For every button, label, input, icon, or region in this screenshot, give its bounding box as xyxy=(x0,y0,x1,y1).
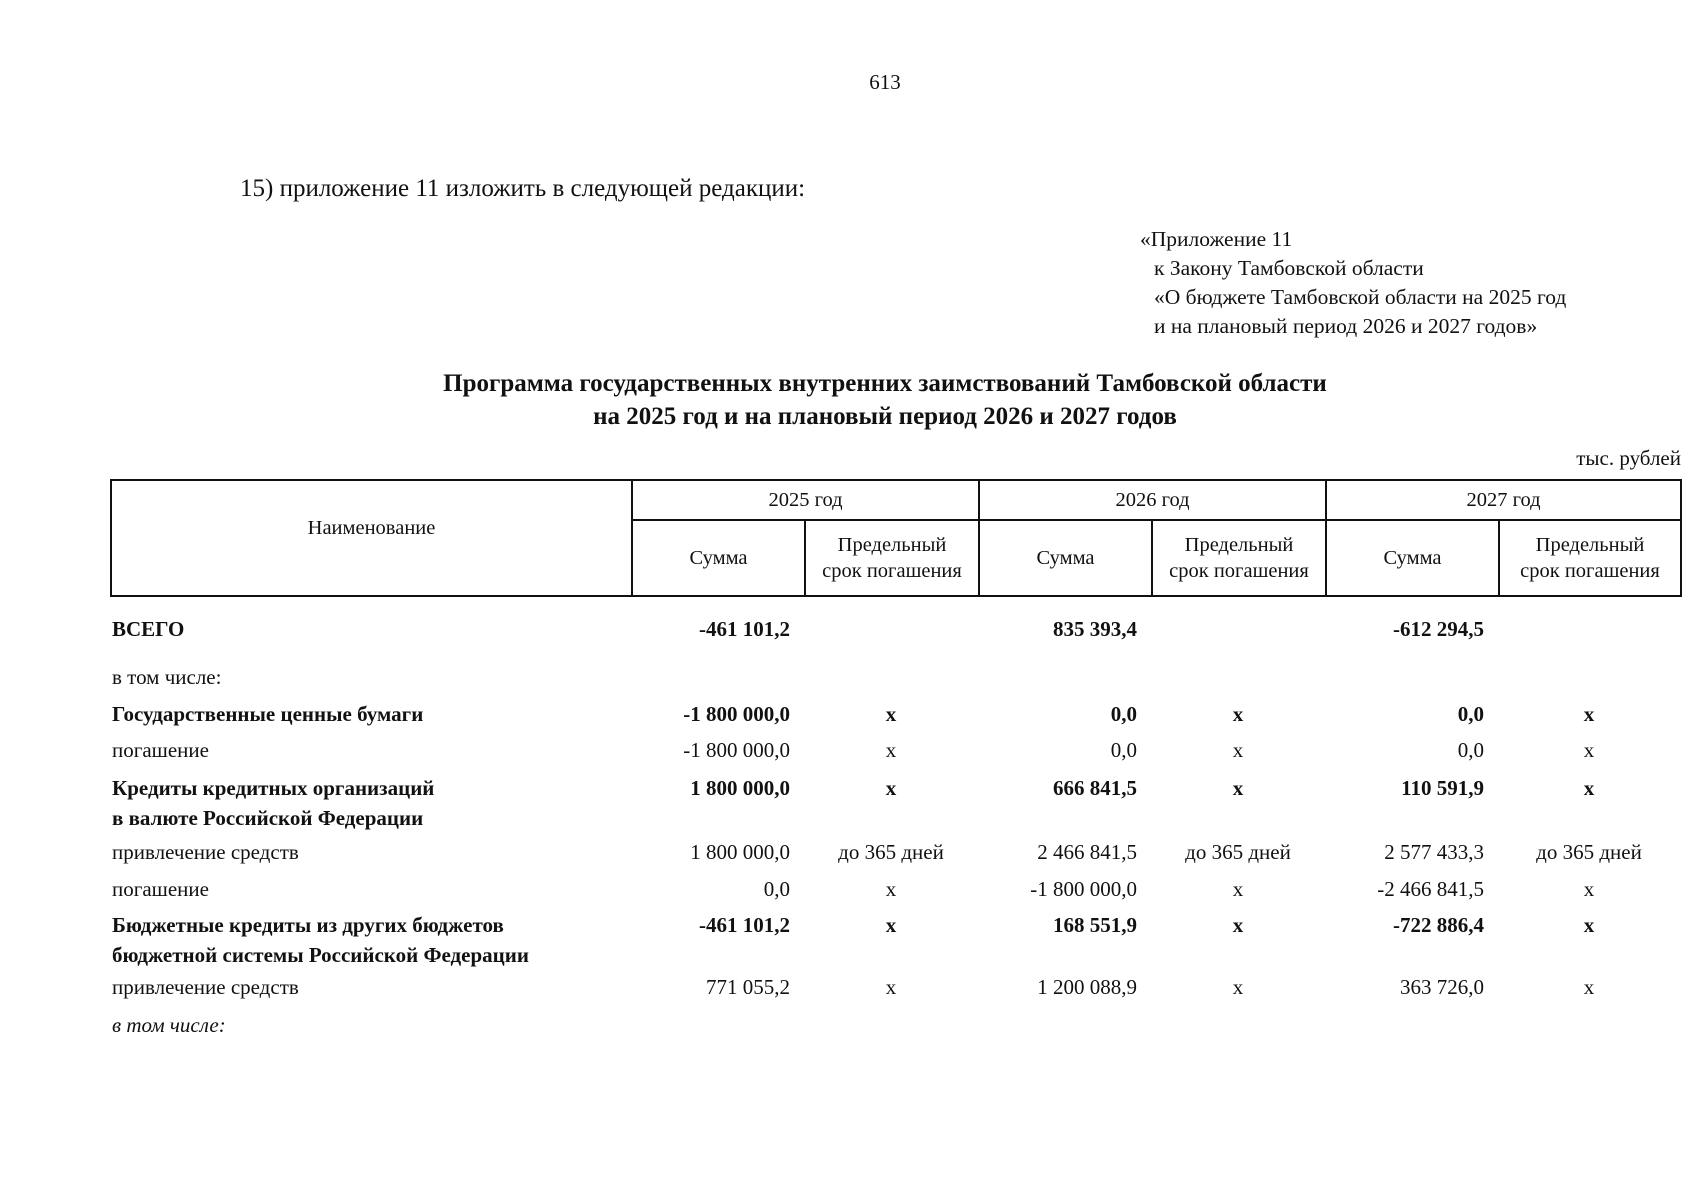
table-row xyxy=(110,699,1680,735)
row-name: погашение xyxy=(112,877,209,901)
term-2025 xyxy=(804,1010,978,1046)
term-2026: x xyxy=(1232,877,1244,901)
term-2026: x xyxy=(1232,975,1244,999)
sum-2026: 666 841,5 xyxy=(1053,776,1137,800)
header-term-line-1: Предельный xyxy=(837,534,947,556)
header-term xyxy=(805,520,979,596)
appendix-ref-line-3: «О бюджете Тамбовской области на 2025 год xyxy=(1154,285,1567,309)
term-2027 xyxy=(1498,614,1680,662)
sum-2027: 110 591,9 xyxy=(1401,776,1484,800)
sum-2027 xyxy=(1325,662,1498,699)
term-2027 xyxy=(1498,1010,1680,1046)
sum-2027: 2 577 433,3 xyxy=(1384,840,1484,864)
table-row xyxy=(110,837,1680,874)
term-2027: x xyxy=(1583,913,1595,937)
term-2026: x xyxy=(1232,776,1244,800)
row-name xyxy=(110,910,631,972)
term-2025: x xyxy=(885,913,897,937)
appendix-ref-line-1: «Приложение 11 xyxy=(1140,227,1293,251)
table-row xyxy=(110,614,1680,662)
sum-2027: 0,0 xyxy=(1457,702,1484,726)
sum-2027: -2 466 841,5 xyxy=(1377,877,1484,901)
table-row xyxy=(110,972,1680,1010)
sum-2027: 0,0 xyxy=(1457,738,1484,762)
sum-2027: -612 294,5 xyxy=(1393,617,1484,641)
sum-2026: 0,0 xyxy=(1110,738,1137,762)
appendix-ref-line-4: и на плановый период 2026 и 2027 годов» xyxy=(1154,314,1538,338)
header-term-line-2: срок погашения xyxy=(822,560,962,582)
term-2026: x xyxy=(1232,913,1244,937)
header-term-line-2: срок погашения xyxy=(1169,560,1309,582)
sum-2026: 0,0 xyxy=(1110,702,1137,726)
term-2026: до 365 дней xyxy=(1185,840,1291,864)
row-name-line-2: в валюте Российской Федерации xyxy=(112,806,424,830)
row-name: в том числе: xyxy=(112,665,222,689)
header-sum: Сумма xyxy=(979,520,1152,596)
term-2026 xyxy=(1151,662,1325,699)
sum-2025 xyxy=(631,662,804,699)
sum-2025: 1 800 000,0 xyxy=(690,776,790,800)
sum-2026: -1 800 000,0 xyxy=(1030,877,1137,901)
term-2026: x xyxy=(1232,738,1244,762)
header-term xyxy=(1152,520,1326,596)
row-name: привлечение средств xyxy=(112,840,299,864)
term-2025: x xyxy=(885,877,897,901)
header-sum: Сумма xyxy=(1326,520,1499,596)
sum-2026: 835 393,4 xyxy=(1053,617,1137,641)
term-2025: x xyxy=(885,738,897,762)
term-2026 xyxy=(1151,614,1325,662)
sum-2026: 2 466 841,5 xyxy=(1037,840,1137,864)
sum-2026: 1 200 088,9 xyxy=(1037,975,1137,999)
row-name-line-1: Кредиты кредитных организаций xyxy=(112,776,435,800)
sum-2026: 168 551,9 xyxy=(1053,913,1137,937)
term-2027: x xyxy=(1583,738,1595,762)
header-term-line-2: срок погашения xyxy=(1520,560,1660,582)
header-year-2025: 2025 год xyxy=(632,480,979,520)
borrowing-table xyxy=(110,614,1680,1046)
term-2027: x xyxy=(1583,975,1595,999)
header-year-2027: 2027 год xyxy=(1326,480,1681,520)
row-name: погашение xyxy=(112,738,209,762)
table-header xyxy=(110,479,1682,597)
term-2026 xyxy=(1151,1010,1325,1046)
row-name: ВСЕГО xyxy=(112,617,185,641)
term-2027: x xyxy=(1583,877,1595,901)
term-2027: до 365 дней xyxy=(1536,840,1642,864)
term-2027 xyxy=(1498,662,1680,699)
sum-2027: 363 726,0 xyxy=(1400,975,1484,999)
sum-2025: -1 800 000,0 xyxy=(683,702,790,726)
document-title xyxy=(0,367,1697,433)
table-row xyxy=(110,773,1680,837)
term-2025 xyxy=(804,614,978,662)
row-name: Государственные ценные бумаги xyxy=(112,702,424,726)
page-number: 613 xyxy=(869,70,901,94)
term-2025: до 365 дней xyxy=(838,840,944,864)
row-name: в том числе: xyxy=(112,1013,226,1037)
table-row xyxy=(110,735,1680,773)
intro-text: 15) приложение 11 изложить в следующей редакции: xyxy=(240,175,806,202)
row-name-line-2: бюджетной системы Российской Федерации xyxy=(112,943,529,967)
units-label: тыс. рублей xyxy=(1576,446,1681,470)
header-sum: Сумма xyxy=(632,520,805,596)
sum-2027: -722 886,4 xyxy=(1393,913,1484,937)
table-row xyxy=(110,1010,1680,1046)
sum-2025: -1 800 000,0 xyxy=(683,738,790,762)
term-2025 xyxy=(804,662,978,699)
appendix-ref-line-2: к Закону Тамбовской области xyxy=(1154,256,1424,280)
row-name xyxy=(110,773,631,837)
header-term xyxy=(1499,520,1681,596)
row-name: привлечение средств xyxy=(112,975,299,999)
appendix-reference xyxy=(1140,225,1566,341)
sum-2025: 0,0 xyxy=(763,877,790,901)
row-name-line-1: Бюджетные кредиты из других бюджетов xyxy=(112,913,504,937)
table-row xyxy=(110,874,1680,910)
table-row xyxy=(110,662,1680,699)
sum-2026 xyxy=(978,662,1151,699)
term-2025: x xyxy=(885,975,897,999)
sum-2025: 771 055,2 xyxy=(706,975,790,999)
sum-2026 xyxy=(978,1010,1151,1046)
sum-2027 xyxy=(1325,1010,1498,1046)
sum-2025: -461 101,2 xyxy=(699,913,790,937)
term-2025: x xyxy=(885,702,897,726)
table-row xyxy=(110,910,1680,972)
header-name: Наименование xyxy=(111,480,632,596)
title-line-2: на 2025 год и на плановый период 2026 и 2027 годов xyxy=(593,403,1177,430)
sum-2025: -461 101,2 xyxy=(699,617,790,641)
term-2027: x xyxy=(1583,776,1595,800)
term-2025: x xyxy=(885,776,897,800)
header-year-2026: 2026 год xyxy=(979,480,1326,520)
title-line-1: Программа государственных внутренних заимствований Тамбовской области xyxy=(443,370,1327,397)
header-term-line-1: Предельный xyxy=(1184,534,1294,556)
term-2026: x xyxy=(1232,702,1244,726)
term-2027: x xyxy=(1583,702,1595,726)
header-term-line-1: Предельный xyxy=(1535,534,1645,556)
sum-2025: 1 800 000,0 xyxy=(690,840,790,864)
sum-2025 xyxy=(631,1010,804,1046)
